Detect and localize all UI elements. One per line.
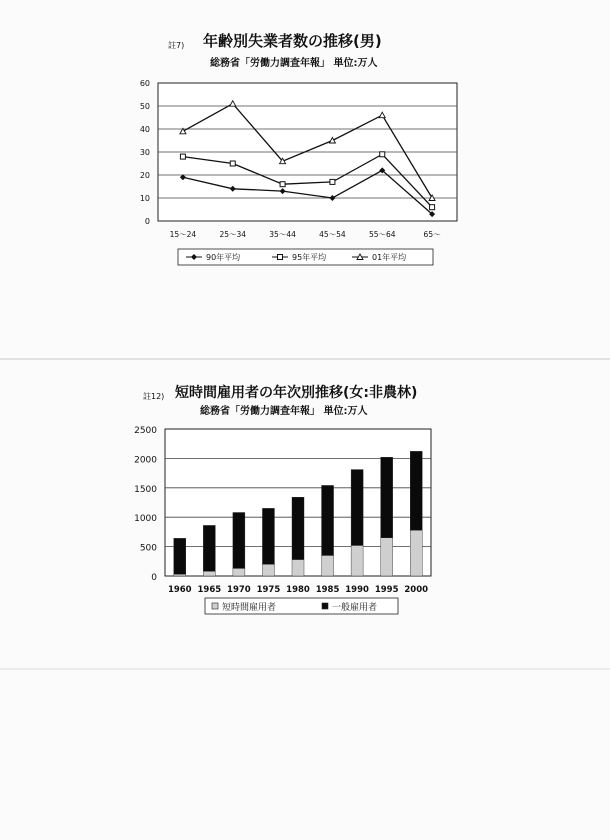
bar-segment <box>233 568 245 576</box>
x-tick-label: 1995 <box>374 585 399 595</box>
bar-segment <box>351 545 363 576</box>
y-tick-label: 60 <box>139 79 150 88</box>
chart1-source: 総務省「労働力調査年報」 単位:万人 <box>210 58 378 69</box>
y-tick-label: 2000 <box>134 455 157 466</box>
bar-segment <box>410 451 422 530</box>
chart2-note: 註12) <box>143 392 165 401</box>
bar-segment <box>381 538 393 576</box>
bar-segment <box>322 555 334 576</box>
bar-segment <box>203 525 215 571</box>
bar-segment <box>322 485 334 555</box>
legend-swatch <box>322 603 328 609</box>
chart1-note: 註7) <box>168 41 185 50</box>
bar-segment <box>233 512 245 568</box>
x-tick-label: 1980 <box>286 585 310 595</box>
bar-segment <box>174 574 186 576</box>
x-tick-label: 1985 <box>315 585 340 595</box>
x-tick-label: 1970 <box>227 585 251 595</box>
y-tick-label: 50 <box>139 102 150 111</box>
bar-segment <box>292 560 304 576</box>
bar-segment <box>262 508 274 564</box>
x-tick-label: 1965 <box>197 585 222 595</box>
x-tick-label: 2000 <box>404 585 429 595</box>
y-tick-label: 30 <box>139 148 150 157</box>
x-tick-label: 45～54 <box>319 230 346 239</box>
y-tick-label: 2500 <box>134 426 157 436</box>
bar-segment <box>351 470 363 546</box>
legend-label: 01年平均 <box>372 253 407 262</box>
bar-segment <box>381 457 393 538</box>
chart2-source: 総務省「労働力調査年報」 単位:万人 <box>200 406 368 417</box>
y-tick-label: 0 <box>151 573 157 583</box>
x-tick-label: 15～24 <box>169 230 197 239</box>
bar-segment <box>292 497 304 559</box>
bar-segment <box>174 538 186 574</box>
legend-label: 短時間雇用者 <box>222 603 277 613</box>
y-tick-label: 0 <box>144 217 150 226</box>
x-tick-label: 35～44 <box>269 230 296 239</box>
x-tick-label: 25～34 <box>219 230 247 239</box>
x-tick-label: 1960 <box>167 585 192 595</box>
legend-label: 90年平均 <box>206 253 241 262</box>
x-tick-label: 1990 <box>345 585 369 595</box>
y-tick-label: 40 <box>139 125 150 134</box>
bar-segment <box>262 564 274 576</box>
chart1-title: 年齢別失業者数の推移(男) <box>203 32 382 50</box>
y-tick-label: 1000 <box>134 514 157 525</box>
chart2-title: 短時間雇用者の年次別推移(女:非農林) <box>175 385 418 401</box>
y-tick-label: 20 <box>139 171 150 180</box>
x-tick-label: 55～64 <box>368 230 396 239</box>
bar-segment <box>410 530 422 576</box>
legend-label: 95年平均 <box>292 253 327 262</box>
y-tick-label: 1500 <box>134 484 157 495</box>
y-tick-label: 500 <box>139 543 157 554</box>
legend-swatch <box>212 603 218 609</box>
x-tick-label: 65～ <box>423 230 441 239</box>
legend-label: 一般雇用者 <box>332 603 378 613</box>
y-tick-label: 10 <box>139 194 150 203</box>
x-tick-label: 1975 <box>256 585 281 595</box>
bar-segment <box>203 571 215 576</box>
